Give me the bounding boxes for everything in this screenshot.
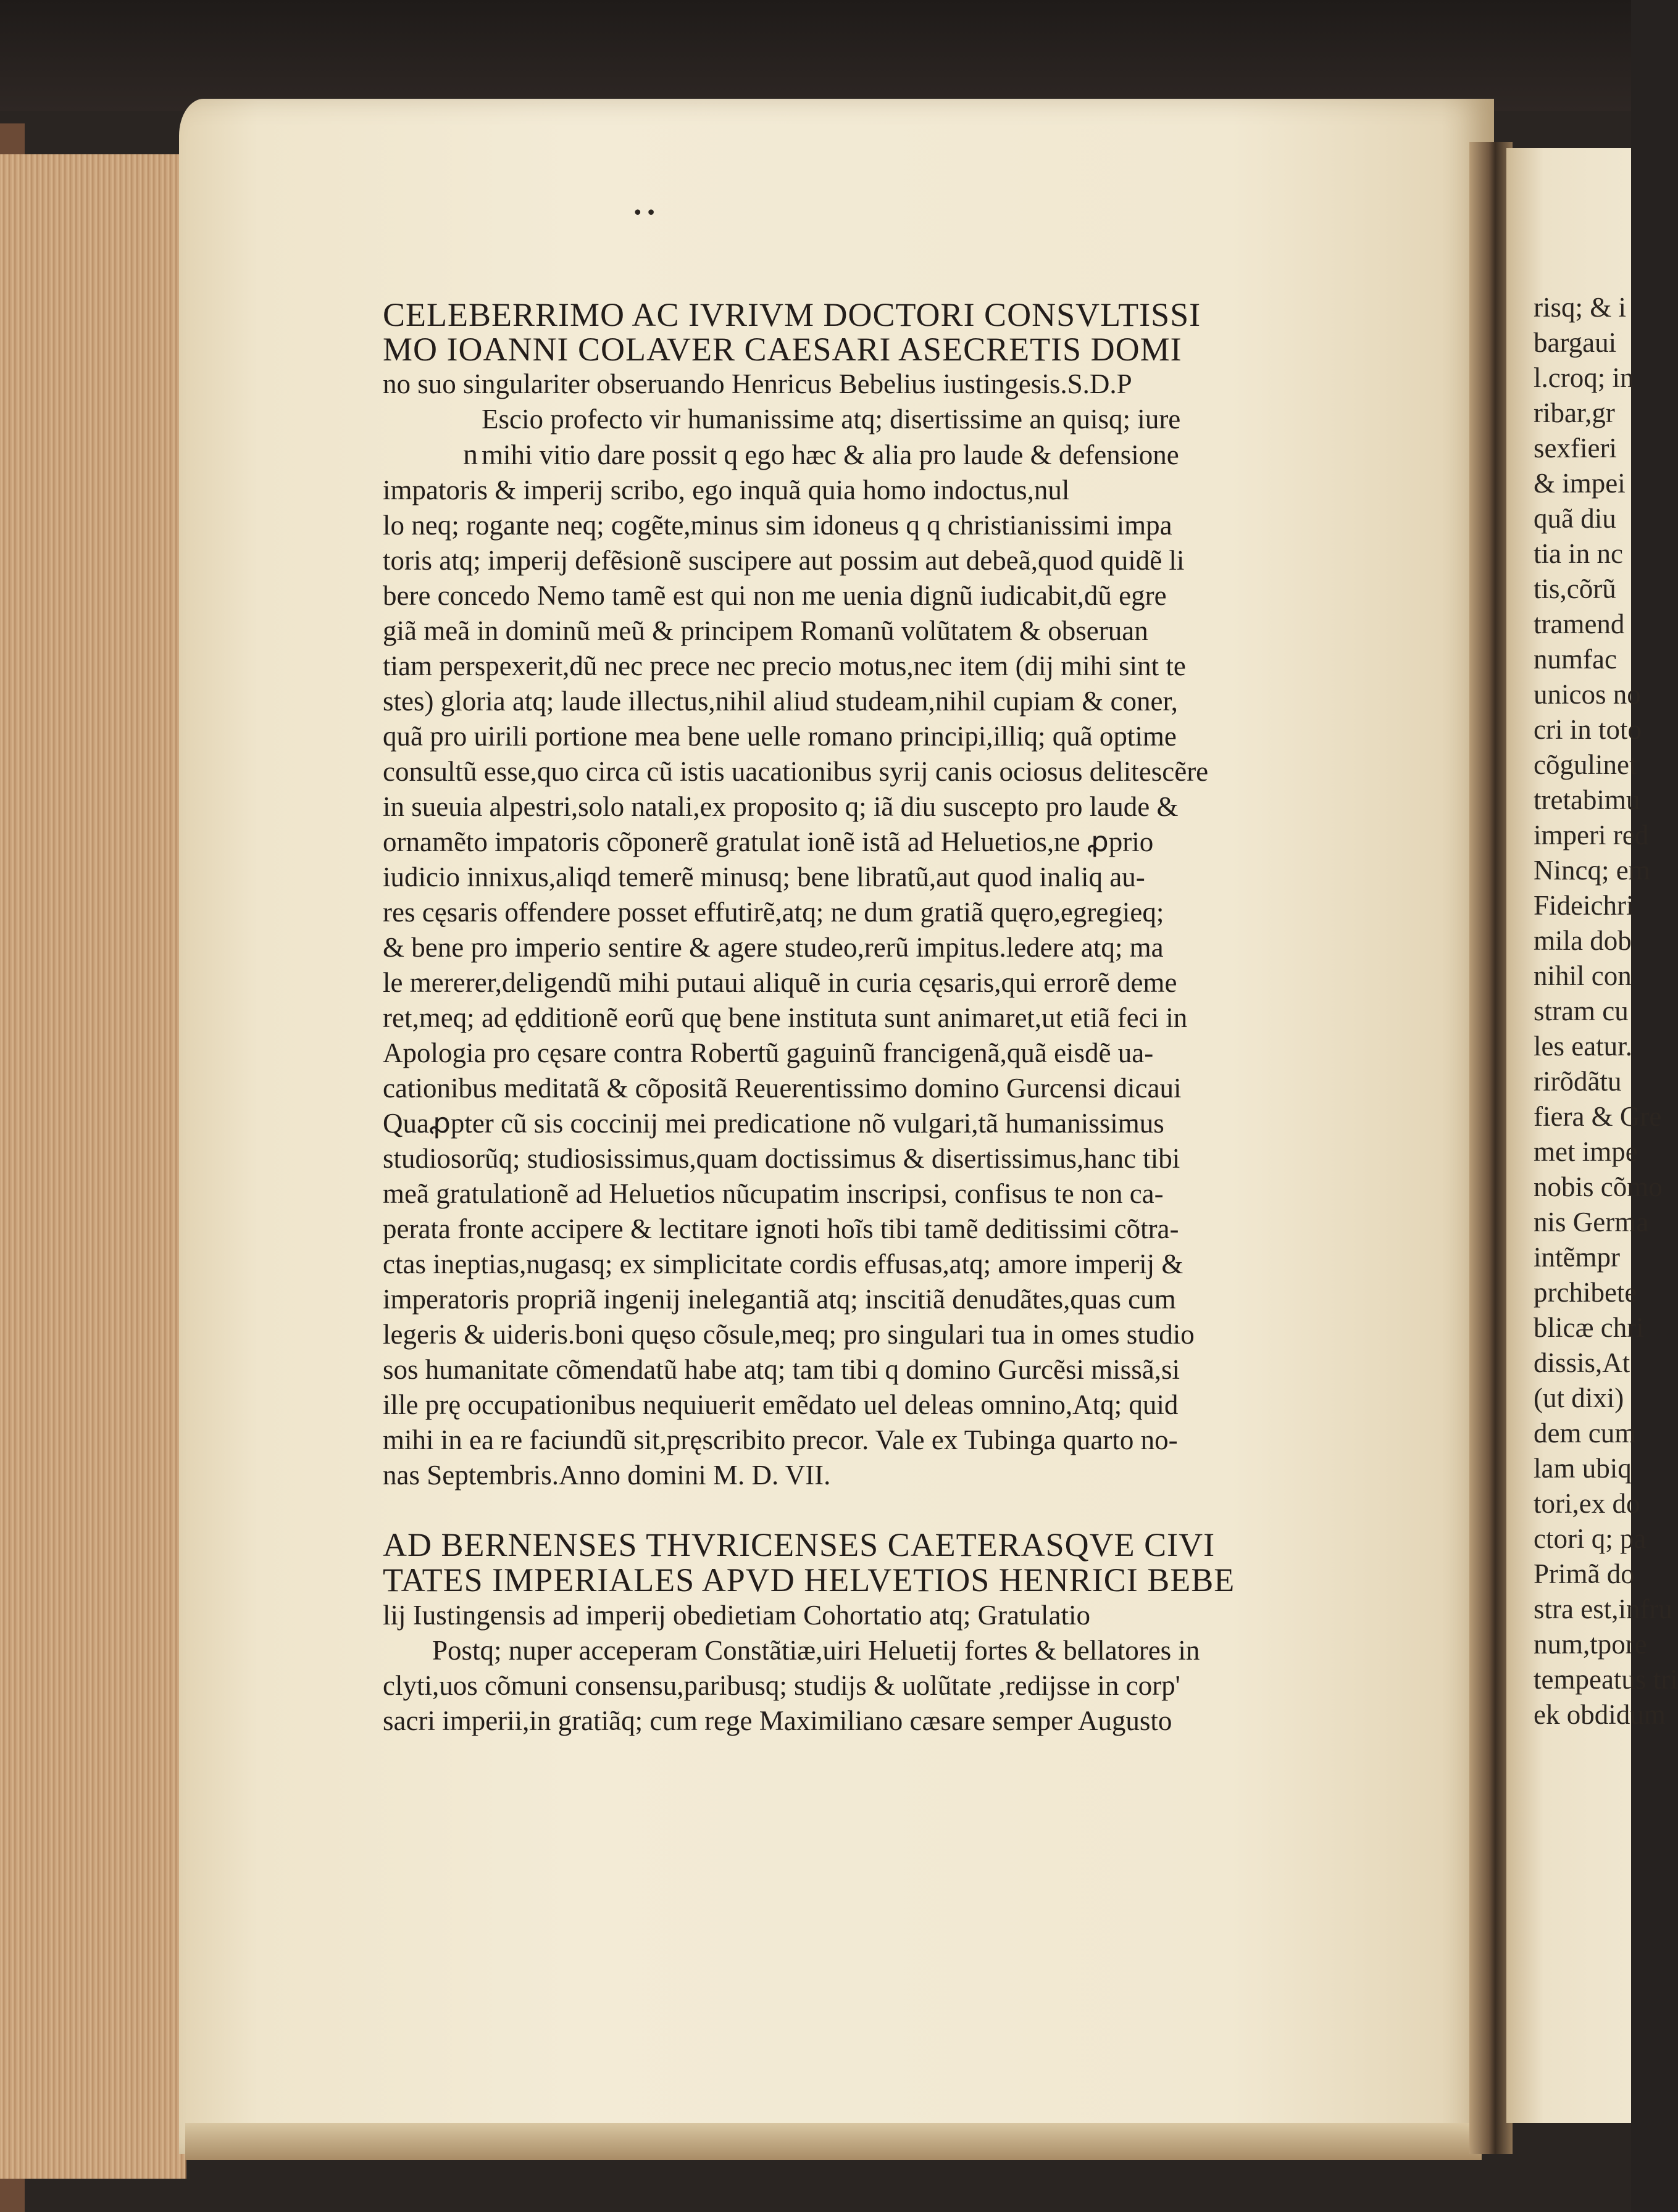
- treatise-subtitle: lij Iustingensis ad imperij obedietiam Cohortatio atq; Gratulatio: [383, 1600, 1091, 1631]
- letter-line: res cęsaris offendere posset effutirẽ,atq; ne dum gratiã quęro,egregieq;: [383, 897, 1164, 928]
- treatise-heading-line: TATES IMPERIALES APVD HELVETIOS HENRICI BEBE: [383, 1561, 1235, 1599]
- right-page-line: les eatur.: [1534, 1031, 1632, 1062]
- right-page-line: nobis cõmo: [1534, 1171, 1663, 1202]
- letter-line: nas Septembris.Anno domini M. D. VII.: [383, 1460, 831, 1491]
- right-page-line: rirõdãtu: [1534, 1066, 1622, 1097]
- right-page-text: [1534, 290, 1678, 1732]
- letter-line: iudicio innixus,aliqd temerẽ minusq; bene libratũ,aut quod inaliq au-: [383, 862, 1145, 892]
- letter-line: quã pro uirili portione mea bene uelle romano principi,illiq; quã optime: [383, 721, 1177, 752]
- right-page-line: sexfieri: [1534, 433, 1617, 464]
- right-page-line: num,tpore: [1534, 1629, 1647, 1660]
- letter-line: ret,meq; ad ędditionẽ eorũ quę bene instituta sunt animaret,ut etiã feci in: [383, 1002, 1188, 1033]
- letter-line: meã gratulationẽ ad Heluetios nũcupatim inscripsi, confisus te non ca-: [383, 1178, 1164, 1209]
- page-block-edge: [0, 154, 186, 2179]
- right-page-line: risq; & i: [1534, 292, 1627, 323]
- right-page-line: Primã do: [1534, 1558, 1635, 1589]
- letter-line: perata fronte accipere & lectitare ignoti hoĩs tibi tamẽ deditissimi cõtra-: [383, 1213, 1179, 1244]
- right-page-line: ctori q; pa: [1534, 1523, 1647, 1554]
- letter-line: stes) gloria atq; laude illectus,nihil aliud studeam,nihil cupiam & coner,: [383, 686, 1178, 717]
- treatise-opening-line: Postq; nuper acceperam Constãtiæ,uiri Heluetij fortes & bellatores in: [432, 1635, 1200, 1666]
- letter-line: ornamẽto impatoris cõponerẽ gratulat ionẽ istã ad Heluetios,ne ꝓprio: [383, 826, 1154, 857]
- treatise-line: clyti,uos cõmuni consensu,paribusq; studijs & uolũtate ,redijsse in corp': [383, 1670, 1180, 1701]
- treatise-heading-line: AD BERNENSES THVRICENSES CAETERASQVE CIVI: [383, 1526, 1216, 1563]
- letter-line: sos humanitate cõmendatũ habe atq; tam tibi q domino Gurcẽsi missã,si: [383, 1354, 1180, 1385]
- treatise-heading: [383, 1528, 1420, 1598]
- right-page-line: ek obdidum: [1534, 1699, 1666, 1730]
- right-page-line: quã diu: [1534, 503, 1616, 534]
- right-page-line: & impei: [1534, 468, 1626, 499]
- right-page-line: nihil con: [1534, 960, 1632, 991]
- right-page-line: stra est,infru: [1534, 1594, 1672, 1624]
- right-page-line: fiera & Gre: [1534, 1101, 1662, 1132]
- letter-line: imperatoris propriã ingenij inelegantiã atq; inscitiã denudãtes,quas cum: [383, 1284, 1176, 1315]
- right-page-line: dissis,At: [1534, 1347, 1630, 1378]
- letter-line: lo neq; rogante neq; cogẽte,minus sim idoneus q q christianissimi impa: [383, 510, 1172, 541]
- letter-line: ille prę occupationibus nequiuerit emẽdato uel deleas omnino,Atq; quid: [383, 1389, 1179, 1420]
- right-page-line: intẽmpr: [1534, 1242, 1620, 1273]
- right-page-line: cõgulinet: [1534, 749, 1637, 780]
- drop-initial: n: [463, 438, 478, 471]
- right-page-line: (ut dixi): [1534, 1382, 1624, 1413]
- background: [0, 0, 1631, 111]
- right-page-line: tretabimu: [1534, 784, 1640, 815]
- letter-heading-line: CELEBERRIMO AC IVRIVM DOCTORI CONSVLTISSI: [383, 296, 1201, 333]
- right-page-line: unicos no: [1534, 679, 1641, 710]
- letter-line: Quaꝓpter cũ sis coccinij mei predicatione nõ vulgari,tã humanissimus: [383, 1108, 1164, 1139]
- right-page-line: Nincq; em: [1534, 855, 1650, 886]
- letter-body: [383, 473, 1420, 1493]
- letter-text-block: [383, 297, 1420, 1739]
- right-page-line: tis,cõrũ: [1534, 573, 1616, 604]
- letter-second-line: mihi vitio dare possit q ego hæc & alia pro laude & defensione: [482, 439, 1179, 470]
- right-page-line: l.croq; in: [1534, 362, 1634, 393]
- letter-line: bere concedo Nemo tamẽ est qui non me uenia dignũ iudicabit,dũ egre: [383, 580, 1167, 611]
- letter-line: in sueuia alpestri,solo natali,ex proposito q; iã diu suscepto pro laude &: [383, 791, 1179, 822]
- right-page-line: blicæ chri: [1534, 1312, 1644, 1343]
- letter-line: & bene pro imperio sentire & agere studeo,rerũ impitus.ledere atq; ma: [383, 932, 1164, 963]
- right-page-line: ribar,gr: [1534, 397, 1615, 428]
- letter-opening-line: Escio profecto vir humanissime atq; disertissime an quisq; iure: [482, 404, 1181, 434]
- right-page-line: met impe: [1534, 1136, 1638, 1167]
- letter-line: impatoris & imperij scribo, ego inquã quia homo indoctus,nul: [383, 475, 1070, 505]
- right-page-line: prchibete: [1534, 1277, 1637, 1308]
- letter-drop-line: [383, 437, 1420, 473]
- letter-line: giã meã in dominũ meũ & principem Romanũ volũtatem & obseruan: [383, 615, 1148, 646]
- right-page-line: tempeatus tri: [1534, 1664, 1678, 1695]
- right-page-line: bargaui: [1534, 327, 1617, 358]
- right-page-line: tori,ex do: [1534, 1488, 1640, 1519]
- letter-line: consultũ esse,quo circa cũ istis uacationibus syrij canis ociosus delitescẽre: [383, 756, 1209, 787]
- letter-line: studiosorũq; studiosissimus,quam doctissimus & disertissimus,hanc tibi: [383, 1143, 1180, 1174]
- right-page-line: tramend: [1534, 609, 1625, 639]
- right-page-line: mila dob: [1534, 925, 1632, 956]
- treatise-body: [383, 1668, 1420, 1739]
- right-page-line: dem cum: [1534, 1418, 1637, 1449]
- letter-line: cationibus meditatã & cõpositã Reuerentissimo domino Gurcensi dicaui: [383, 1073, 1182, 1104]
- letter-salutation: no suo singulariter obseruando Henricus Bebelius iustingesis.S.D.P: [383, 368, 1132, 399]
- letter-heading-line: MO IOANNI COLAVER CAESARI ASECRETIS DOMI: [383, 331, 1182, 368]
- treatise-line: sacri imperii,in gratiãq; cum rege Maximiliano cæsare semper Augusto: [383, 1705, 1172, 1736]
- letter-line: mihi in ea re faciundũ sit,pręscribito precor. Vale ex Tubinga quarto no-: [383, 1424, 1178, 1455]
- letter-line: legeris & uideris.boni quęso cõsule,meq; pro singulari tua in omes studio: [383, 1319, 1195, 1350]
- right-page-line: stram cu: [1534, 996, 1629, 1026]
- ornament-dots: ••: [632, 202, 659, 224]
- right-page-line: Fideichri: [1534, 890, 1634, 921]
- letter-line: ctas ineptias,nugasq; ex simplicitate cordis effusas,atq; amore imperij &: [383, 1249, 1183, 1279]
- right-page-line: numfac: [1534, 644, 1617, 675]
- letter-line: le mererer,deligendũ mihi putaui aliquẽ in curia cęsaris,qui errorẽ deme: [383, 967, 1177, 998]
- right-page-line: cri in toto: [1534, 714, 1642, 745]
- letter-line: Apologia pro cęsare contra Robertũ gaguinũ francigenã,quã eisdẽ ua-: [383, 1037, 1154, 1068]
- letter-line: toris atq; imperij defẽsionẽ suscipere aut possim aut debeã,quod quidẽ li: [383, 545, 1185, 576]
- right-page-line: tia in nc: [1534, 538, 1623, 569]
- right-page-line: imperi red: [1534, 820, 1649, 850]
- page-bottom-edge: [185, 2123, 1482, 2160]
- letter-line: tiam perspexerit,dũ nec prece nec precio motus,nec item (dij mihi sint te: [383, 651, 1186, 681]
- right-page-line: nis Germa: [1534, 1207, 1649, 1237]
- right-page-line: lam ubiq: [1534, 1453, 1632, 1484]
